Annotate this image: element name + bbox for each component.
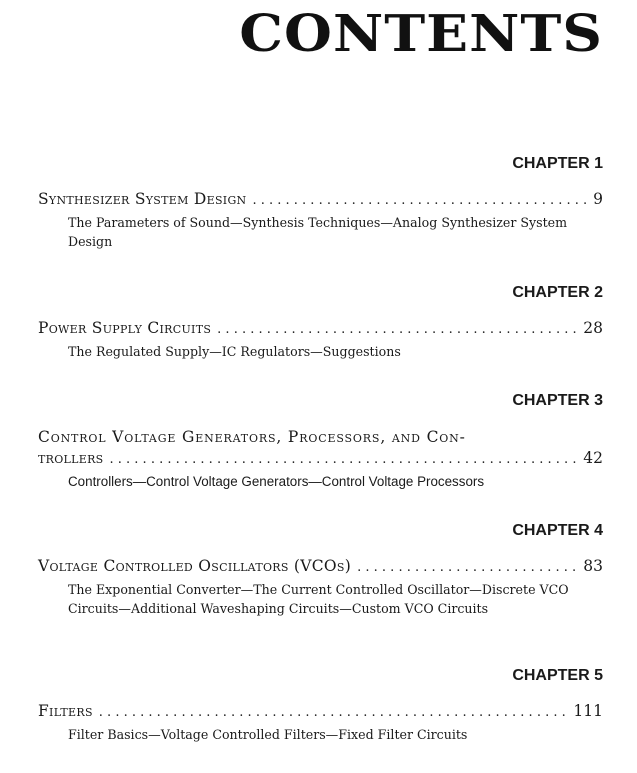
- chapter-label: CHAPTER 4: [512, 522, 603, 539]
- chapter-2-section: [38, 284, 603, 361]
- dot-leader: [99, 702, 568, 723]
- page-number: 111: [573, 702, 603, 720]
- page-number: 42: [583, 449, 603, 467]
- chapter-title-line-1: Control Voltage Generators, Processors, and Con-: [38, 428, 466, 446]
- page-number: 83: [583, 557, 603, 575]
- chapter-title: Power Supply Circuits: [38, 319, 212, 337]
- chapter-label: CHAPTER 2: [512, 284, 603, 301]
- chapter-label: CHAPTER 3: [512, 392, 603, 409]
- toc-entry: [38, 189, 603, 251]
- toc-entry: [38, 556, 603, 618]
- page-number: 9: [593, 190, 603, 208]
- chapter-topics: The Parameters of Sound—Synthesis Techniques—Analog Synthesizer System Design: [68, 215, 568, 249]
- chapter-topics: The Exponential Converter—The Current Controlled Oscillator—Discrete VCO Circuits—Additional Waveshaping Circuits—Custom VCO Circuits: [68, 582, 569, 616]
- chapter-title: Filters: [38, 702, 93, 720]
- chapter-5-section: [38, 667, 603, 744]
- dot-leader: [217, 319, 577, 340]
- chapter-topics: Filter Basics—Voltage Controlled Filters—Fixed Filter Circuits: [68, 727, 468, 742]
- chapter-4-section: [38, 522, 603, 618]
- toc-entry: [38, 426, 603, 491]
- chapter-title: trollers: [38, 449, 104, 467]
- dot-leader: [252, 190, 587, 211]
- chapter-label: CHAPTER 1: [512, 155, 603, 172]
- chapter-topics: The Regulated Supply—IC Regulators—Suggestions: [68, 344, 401, 359]
- dot-leader: [357, 557, 577, 578]
- chapter-3-section: [38, 392, 603, 491]
- toc-entry: [38, 318, 603, 361]
- chapter-title: Voltage Controlled Oscillators (VCOs): [38, 557, 352, 575]
- chapter-1-section: [38, 155, 603, 251]
- chapter-topics: Controllers—Control Voltage Generators—Control Voltage Processors: [68, 474, 485, 489]
- dot-leader: [110, 449, 578, 470]
- page-number: 28: [583, 319, 603, 337]
- toc-entry: [38, 701, 603, 744]
- chapter-label: CHAPTER 5: [512, 667, 603, 684]
- chapter-title: Synthesizer System Design: [38, 190, 247, 208]
- page-title: CONTENTS: [239, 3, 603, 64]
